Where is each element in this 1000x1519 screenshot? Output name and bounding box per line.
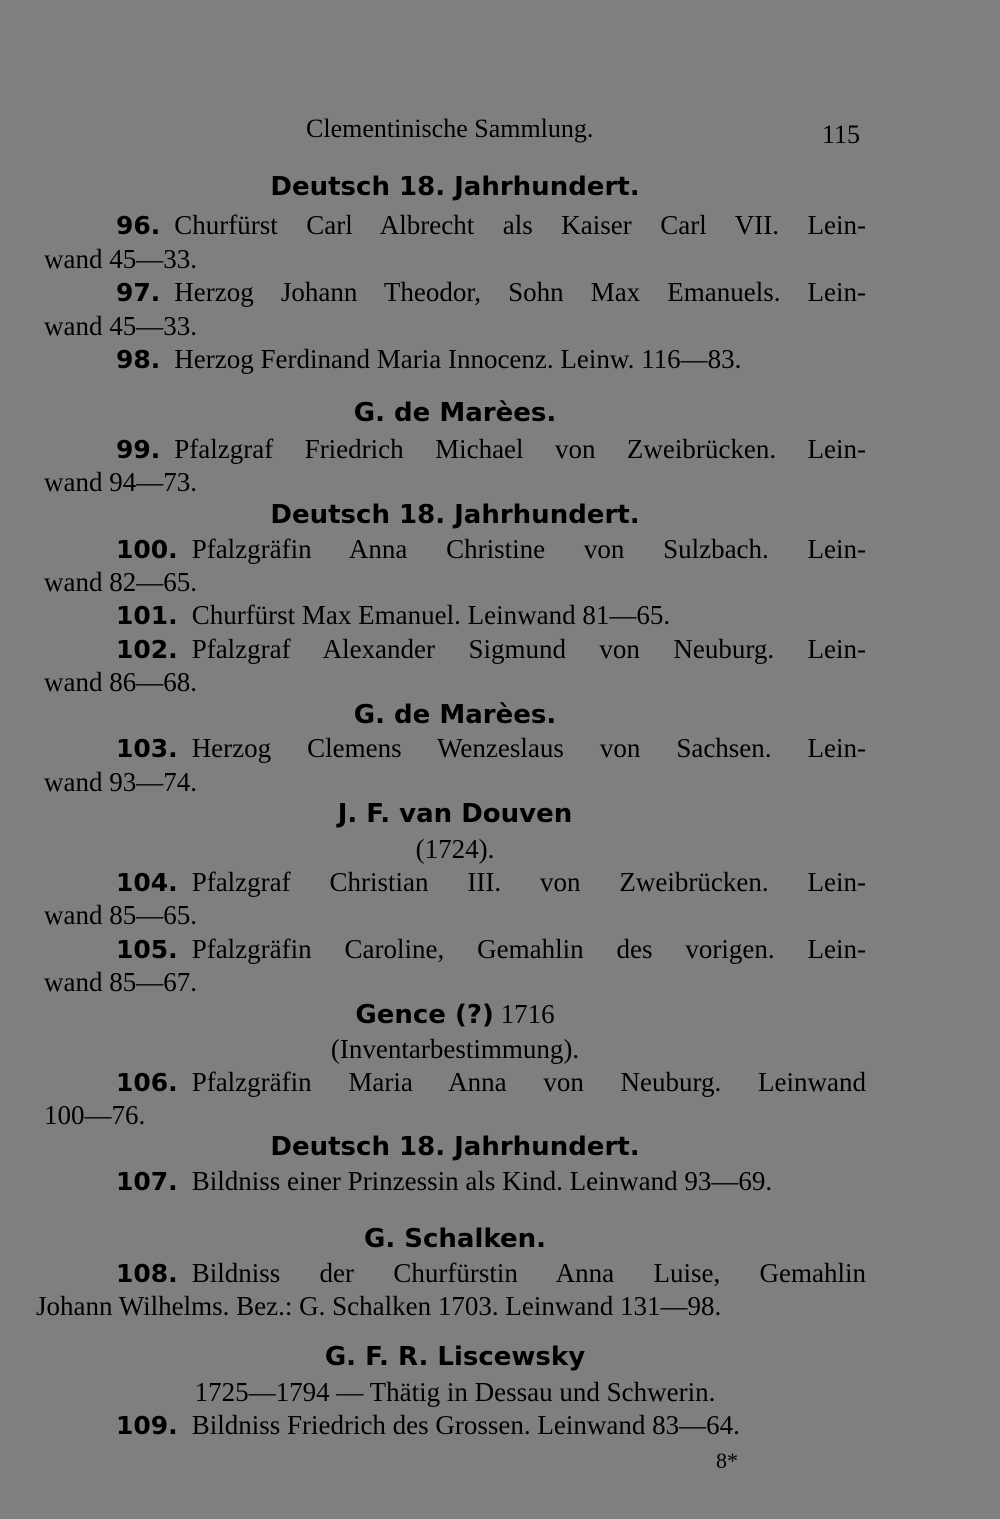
catalogue-entry-continuation — [44, 311, 866, 342]
entry-text: wand 85—65. — [44, 900, 197, 930]
section-subheading: (Inventarbestimmung). — [330, 1034, 580, 1064]
entry-text: wand 93—74. — [44, 767, 197, 797]
catalogue-entry — [44, 634, 866, 665]
catalogue-entry-continuation — [44, 667, 866, 698]
entry-text: 100—76. — [44, 1100, 146, 1130]
entry-text: Pfalzgräfin Maria Anna von Neuburg. Leinwand — [191, 1067, 866, 1097]
entry-text: wand 86—68. — [44, 667, 197, 697]
entry-text: Pfalzgraf Friedrich Michael von Zweibrücken. Lein- — [174, 434, 866, 464]
catalogue-entry — [44, 1410, 866, 1441]
entry-text: wand 82—65. — [44, 567, 197, 597]
catalogue-entry-continuation — [36, 1291, 866, 1322]
entry-text: wand 94—73. — [44, 467, 197, 497]
entry-number: 101. — [116, 601, 178, 630]
entry-number: 105. — [116, 935, 178, 964]
entry-number: 108. — [116, 1259, 178, 1288]
section-heading: Deutsch 18. Jahrhundert. — [270, 500, 640, 530]
entry-number: 96. — [116, 211, 161, 240]
section-subheading: (1724). — [415, 834, 495, 864]
section-heading: Deutsch 18. Jahrhundert. — [270, 1132, 640, 1162]
artist-date: 1716 — [493, 999, 555, 1029]
running-title: Clementinische Sammlung. — [306, 114, 594, 143]
entry-number: 97. — [116, 278, 161, 307]
catalogue-entry-continuation — [44, 1100, 866, 1131]
catalogue-entry — [44, 934, 866, 965]
catalogue-entry-continuation — [44, 967, 866, 998]
section-heading: G. de Marèes. — [353, 700, 557, 730]
catalogue-entry — [44, 434, 866, 465]
entry-text: Churfürst Max Emanuel. Leinwand 81—65. — [191, 600, 671, 630]
entry-number: 102. — [116, 635, 178, 664]
catalogue-entry — [44, 344, 866, 375]
entry-number: 106. — [116, 1068, 178, 1097]
entry-text: wand 45—33. — [44, 244, 197, 274]
catalogue-entry-continuation — [44, 244, 866, 275]
signature-mark: 8* — [716, 1448, 738, 1473]
catalogue-entry — [44, 277, 866, 308]
entry-text: Pfalzgräfin Anna Christine von Sulzbach. Lein- — [191, 534, 866, 564]
page-number: 115 — [822, 120, 861, 149]
entry-number: 98. — [116, 345, 161, 374]
entry-text: wand 85—67. — [44, 967, 197, 997]
catalogue-entry — [44, 867, 866, 898]
entry-number: 100. — [116, 535, 178, 564]
catalogue-entry — [44, 1258, 866, 1289]
entry-text: Churfürst Carl Albrecht als Kaiser Carl VII. Lein- — [174, 210, 866, 240]
entry-text: wand 45—33. — [44, 311, 197, 341]
entry-number: 103. — [116, 734, 178, 763]
entry-number: 99. — [116, 435, 161, 464]
section-subheading: 1725—1794 — Thätig in Dessau und Schwerin. — [194, 1377, 716, 1407]
entry-text: Pfalzgräfin Caroline, Gemahlin des vorigen. Lein- — [191, 934, 866, 964]
section-heading: Deutsch 18. Jahrhundert. — [270, 172, 640, 202]
catalogue-entry — [44, 733, 866, 764]
catalogue-entry — [44, 534, 866, 565]
catalogue-entry-continuation — [44, 467, 866, 498]
catalogue-entry — [44, 1166, 866, 1197]
section-heading: G. Schalken. — [364, 1224, 546, 1254]
entry-number: 107. — [116, 1167, 178, 1196]
entry-text: Herzog Clemens Wenzeslaus von Sachsen. Lein- — [191, 733, 866, 763]
artist-name: Gence (?) — [355, 1000, 494, 1030]
catalogue-entry-continuation — [44, 767, 866, 798]
section-heading — [0, 999, 910, 1030]
section-heading: J. F. van Douven — [337, 799, 573, 829]
catalogue-entry-continuation — [44, 567, 866, 598]
catalogue-entry — [44, 600, 866, 631]
entry-text: Pfalzgraf Alexander Sigmund von Neuburg. Lein- — [191, 634, 866, 664]
entry-text: Herzog Johann Theodor, Sohn Max Emanuels. Lein- — [174, 277, 866, 307]
entry-text: Herzog Ferdinand Maria Innocenz. Leinw. 116—83. — [174, 344, 742, 374]
section-heading: G. F. R. Liscewsky — [324, 1342, 586, 1372]
entry-text: Johann Wilhelms. Bez.: G. Schalken 1703. Leinwand 131—98. — [36, 1291, 722, 1321]
catalogue-entry — [44, 210, 866, 241]
entry-number: 104. — [116, 868, 178, 897]
entry-text: Bildniss Friedrich des Grossen. Leinwand 83—64. — [191, 1410, 740, 1440]
catalogue-entry-continuation — [44, 900, 866, 931]
entry-text: Bildniss einer Prinzessin als Kind. Leinwand 93—69. — [191, 1166, 773, 1196]
entry-text: Pfalzgraf Christian III. von Zweibrücken. Lein- — [191, 867, 866, 897]
section-heading: G. de Marèes. — [353, 398, 557, 428]
entry-number: 109. — [116, 1411, 178, 1440]
catalogue-entry — [44, 1067, 866, 1098]
entry-text: Bildniss der Churfürstin Anna Luise, Gemahlin — [191, 1258, 866, 1288]
